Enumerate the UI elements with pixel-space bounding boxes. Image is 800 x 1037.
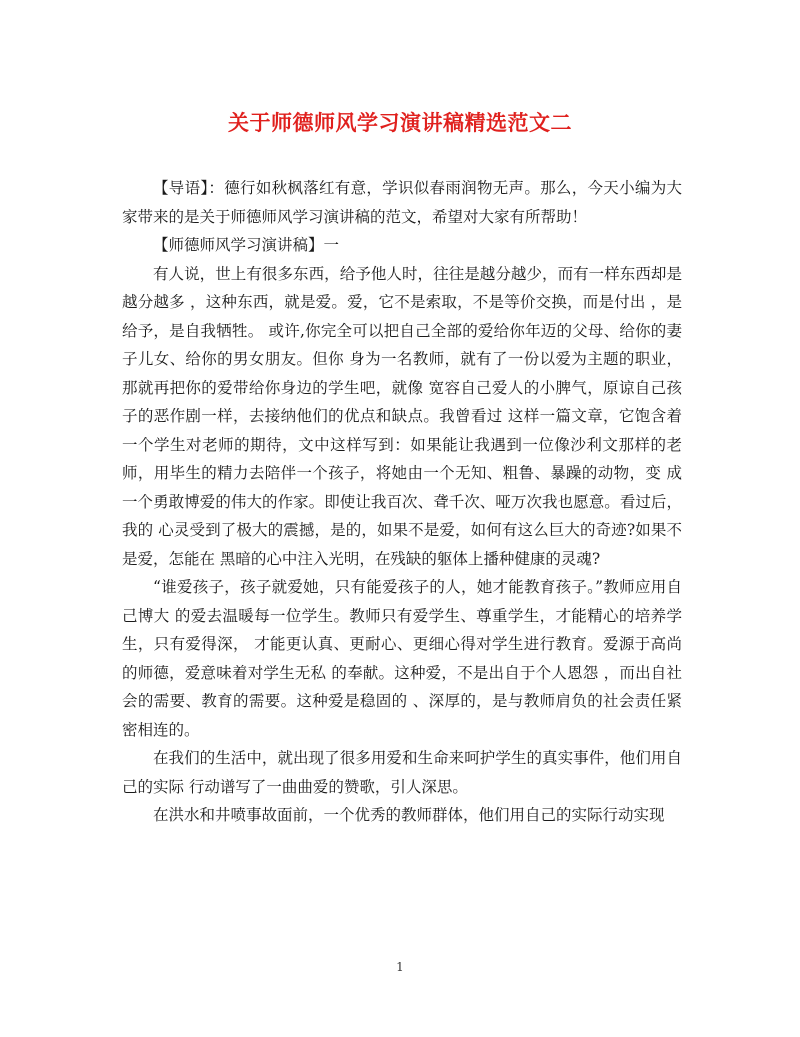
intro-paragraph: 【导语】：德行如秋枫落红有意，学识似春雨润物无声。那么，今天小编为大家带来的是关于师德师风学习演讲稿的范文，希望对大家有所帮助！ (122, 179, 682, 226)
document-body (122, 174, 682, 830)
section-heading: 【师德师风学习演讲稿】一 (153, 236, 340, 254)
page-number: 1 (396, 960, 404, 974)
body-paragraph: 在我们的生活中，就出现了很多用爱和生命来呵护学生的真实事件，他们用自己的实际 行动谱写了一曲曲爱的赞歌，引人深思。 (122, 749, 682, 796)
body-paragraph: 有人说，世上有很多东西，给予他人时，往往是越分越少，而有一样东西却是越分越多 ，这种东西，就是爱。爱，它不是索取，不是等价交换，而是付出 ，是给予，是自我牺牲。 或许,你完全可以把自己全部的爱给你年迈的父母、给你的妻子儿女、给你的男女朋友。但你 身为一名教师，就有了一份以爱为主题的职业，那就再把你的爱带给你身边的学生吧，就像 宽容自己爱人的小脾气，原谅自己孩子的恶作剧一样，去接纳他们的优点和缺点。我曾看过 这样一篇文章，它饱含着一个学生对老师的期待，文中这样写到：如果能让我遇到一位像沙利文那样的老师，用毕生的精力去陪伴一个孩子，将她由一个无知、粗鲁、暴躁的动物，变 成一个勇敢博爱的伟大的作家。即使让我百次、聋千次、哑万次我也愿意。看过后，我的 心灵受到了极大的震撼，是的，如果不是爱，如何有这么巨大的奇迹?如果不是爱，怎能在 黑暗的心中注入光明，在残缺的躯体上播种健康的灵魂? (122, 264, 682, 568)
body-paragraph: 在洪水和井喷事故面前，一个优秀的教师群体，他们用自己的实际行动实现 (153, 806, 665, 824)
body-paragraph: “谁爱孩子，孩子就爱她，只有能爱孩子的人，她才能教育孩子。”教师应用自己博大 的爱去温暖每一位学生。教师只有爱学生、尊重学生，才能精心的培养学生，只有爱得深， 才能更认真、更耐心、更细心得对学生进行教育。爱源于高尚的师德，爱意味着对学生无私 的奉献。这种爱，不是出自于个人恩怨 ，而出自社会的需要、教育的需要。这种爱是稳固的 、深厚的，是与教师肩负的社会责任紧密相连的。 (122, 578, 682, 739)
document-title: 关于师德师风学习演讲稿精选范文二 (228, 110, 572, 135)
